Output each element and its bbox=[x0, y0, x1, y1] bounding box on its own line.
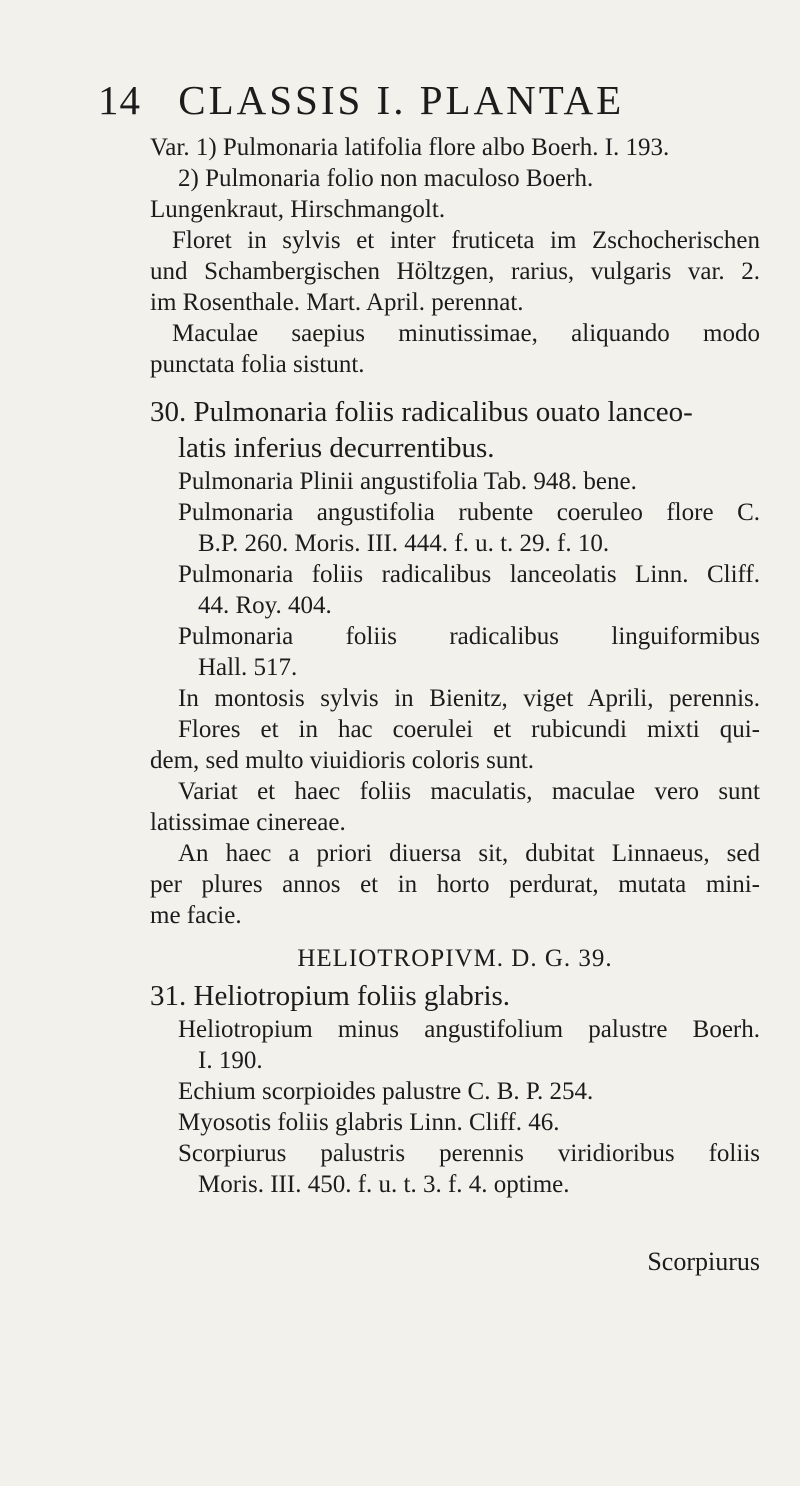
text-line: Var. 1) Pulmonaria latifolia flore albo Boerh. I. 193. bbox=[150, 134, 670, 161]
catchword: Scorpiurus bbox=[647, 1247, 760, 1276]
text-line: HELIOTROPIVM. D. G. 39. bbox=[297, 945, 613, 972]
text-line: Scorpiurus palustris perennis viridioribus foliis bbox=[178, 1140, 760, 1167]
text-line: 44. Roy. 404. bbox=[198, 592, 332, 619]
text-line: I. 190. bbox=[198, 1047, 263, 1074]
text-line: Variat et haec foliis maculatis, maculae vero sunt bbox=[178, 778, 760, 805]
text-line: me facie. bbox=[150, 902, 242, 929]
text-line: Maculae saepius minutissimae, aliquando modo bbox=[172, 320, 760, 347]
text-line: B.P. 260. Moris. III. 444. f. u. t. 29. f. 10. bbox=[198, 530, 610, 557]
text-line: Pulmonaria angustifolia rubente coeruleo flore C. bbox=[178, 499, 760, 526]
running-title: CLASSIS I. PLANTAE bbox=[178, 77, 625, 123]
text-line: Lungenkraut, Hirschmangolt. bbox=[150, 196, 446, 223]
text-line: im Rosenthale. Mart. April. perennat. bbox=[150, 289, 524, 316]
text-line: 31. Heliotropium foliis glabris. bbox=[150, 980, 511, 1012]
page-number: 14 bbox=[98, 77, 141, 123]
text-line: latis inferius decurrentibus. bbox=[178, 432, 495, 464]
page-body bbox=[150, 132, 760, 1277]
text-line: Pulmonaria Plinii angustifolia Tab. 948. bene. bbox=[178, 468, 637, 495]
text-line: Myosotis foliis glabris Linn. Cliff. 46. bbox=[178, 1109, 560, 1136]
text-line: Pulmonaria foliis radicalibus lanceolatis Linn. Cliff. bbox=[178, 561, 760, 588]
text-line: per plures annos et in horto perdurat, mutata mini- bbox=[150, 871, 760, 898]
text-line: Echium scorpioides palustre C. B. P. 254. bbox=[178, 1078, 594, 1105]
text-line: Floret in sylvis et inter fruticeta im Zschocherischen bbox=[172, 227, 760, 254]
text-line: und Schambergischen Höltzgen, rarius, vulgaris var. 2. bbox=[150, 258, 760, 285]
text-line: punctata folia sistunt. bbox=[150, 351, 365, 378]
running-header bbox=[98, 76, 740, 124]
text-line: Flores et in hac coerulei et rubicundi mixti qui- bbox=[178, 716, 760, 743]
text-line: 2) Pulmonaria folio non maculoso Boerh. bbox=[178, 165, 594, 192]
text-line: Heliotropium minus angustifolium palustre Boerh. bbox=[178, 1016, 760, 1043]
text-line: Pulmonaria foliis radicalibus linguiformibus bbox=[178, 623, 760, 650]
text-line: latissimae cinereae. bbox=[150, 809, 346, 836]
text-line: Moris. III. 450. f. u. t. 3. f. 4. optime. bbox=[198, 1171, 570, 1198]
spacer bbox=[150, 380, 760, 394]
text-line: An haec a priori diuersa sit, dubitat Linnaeus, sed bbox=[178, 840, 760, 867]
text-line: dem, sed multo viuidioris coloris sunt. bbox=[150, 747, 535, 774]
text-line: 30. Pulmonaria foliis radicalibus ouato lanceo- bbox=[150, 396, 693, 428]
text-line: In montosis sylvis in Bienitz, viget Aprili, perennis. bbox=[178, 685, 760, 712]
text-line: Hall. 517. bbox=[198, 654, 298, 681]
